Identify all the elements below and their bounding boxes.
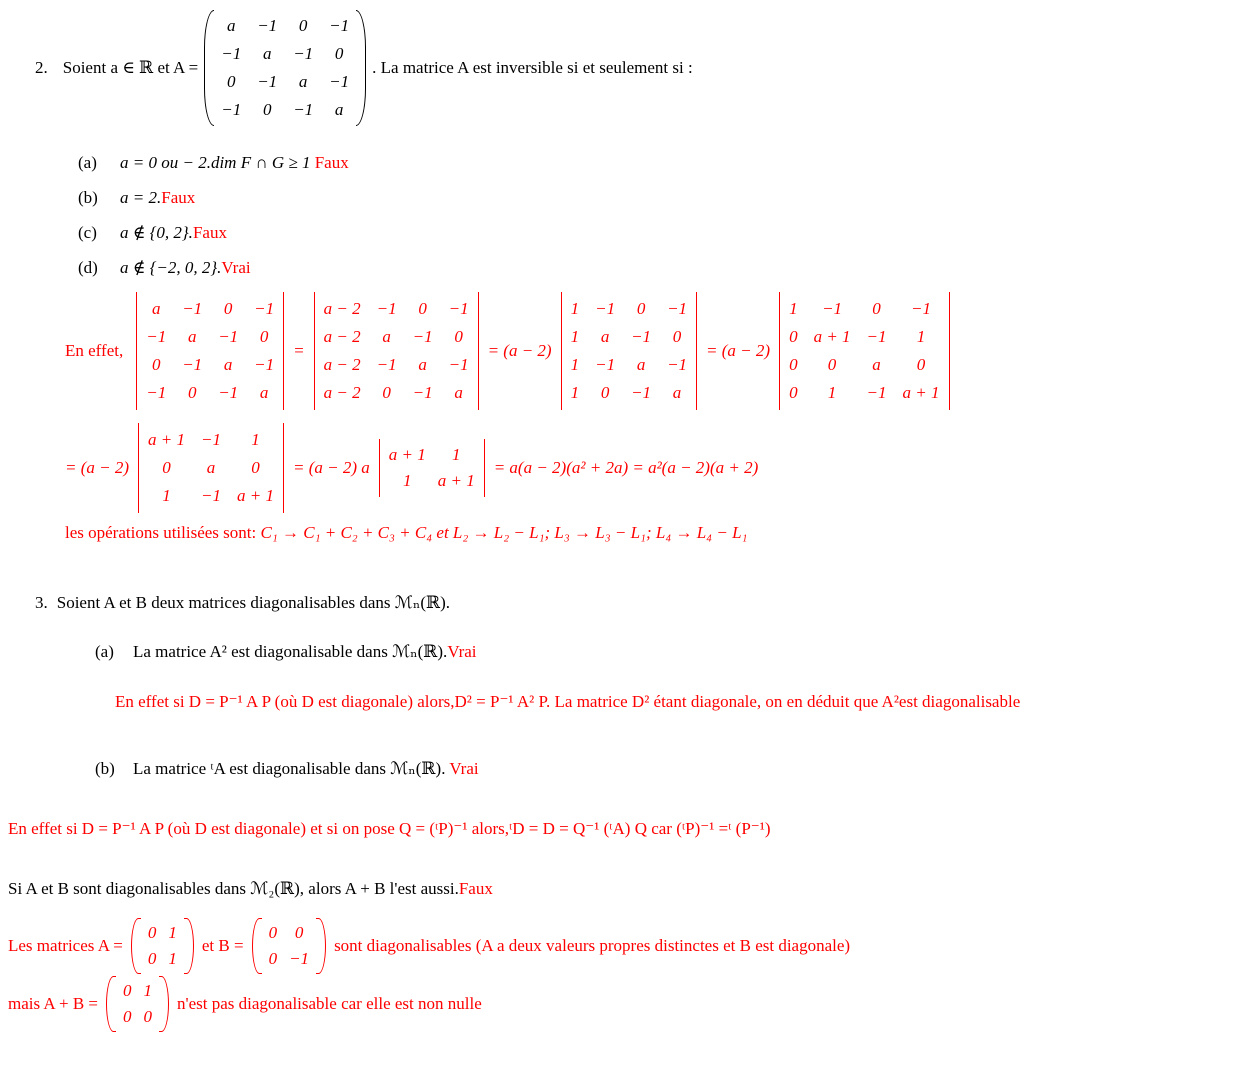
option-3a bbox=[95, 641, 1239, 663]
option-c-verdict: Faux bbox=[192, 223, 227, 242]
option-3b bbox=[95, 758, 1239, 780]
determinant-after-C1-entries: a − 2 −1 0 −1 a − 2 a −1 0 a − 2 −1 a −1 a − 2 0 −1 a bbox=[314, 292, 479, 410]
matrix-A-plus-B bbox=[106, 976, 169, 1032]
counterexample-line-2 bbox=[8, 976, 1239, 1032]
determinant-after-C1 bbox=[314, 292, 479, 410]
option-a-label: (a) bbox=[78, 153, 97, 172]
option-b-label: (b) bbox=[78, 188, 98, 207]
option-c-text: a ∉ {0, 2}. bbox=[120, 223, 193, 242]
statement-lead: Soient a ∈ ℝ et A = bbox=[62, 58, 199, 77]
determinant-line-2 bbox=[65, 423, 1239, 513]
determinant-proof bbox=[65, 292, 1239, 544]
equals-1: = bbox=[293, 341, 305, 360]
option-a-verdict: Faux bbox=[314, 153, 349, 172]
left-paren bbox=[131, 918, 141, 974]
exercise-3-statement bbox=[0, 592, 1239, 614]
matrix-B-2x2 bbox=[252, 918, 326, 974]
operations-note bbox=[65, 522, 1239, 544]
statement-text: Si A et B sont diagonalisables dans ℳ₂(ℝ), alors A + B l'est aussi. bbox=[8, 879, 459, 898]
option-c bbox=[78, 222, 1239, 244]
final-factorization: = a(a − 2)(a² + 2a) = a²(a − 2)(a + 2) bbox=[493, 458, 759, 477]
counterexample-mid: et B = bbox=[201, 936, 244, 955]
answer-options-list bbox=[78, 152, 1239, 279]
statement-tail: . La matrice A est inversible si et seulement si : bbox=[372, 58, 693, 77]
counterexample-tail: sont diagonalisables (A a deux valeurs propres distinctes et B est diagonale) bbox=[334, 936, 851, 955]
matrix-A-plus-B-entries: 0 1 0 0 bbox=[123, 981, 153, 1026]
option-d-verdict: Vrai bbox=[221, 258, 251, 277]
counterexample-line-1 bbox=[8, 918, 1239, 974]
determinant-factored bbox=[561, 292, 697, 410]
matrix-A bbox=[204, 10, 366, 126]
factor-a-minus-2-a: = (a − 2) a bbox=[292, 458, 370, 477]
operations-label: les opérations utilisées sont: bbox=[65, 523, 261, 542]
exercise-3-text: Soient A et B deux matrices diagonalisables dans ℳₙ(ℝ). bbox=[56, 593, 451, 612]
statement-sum-diagonalizable bbox=[8, 878, 1239, 900]
explanation-3b: En effet si D = P⁻¹ A P (où D est diagonale) et si on pose Q = (ᵗP)⁻¹ alors,ᵗD = D = Q⁻¹ (ᵗA) Q car (ᵗP)⁻¹ =ᵗ (P⁻¹) bbox=[8, 819, 771, 838]
determinant-A-entries: a −1 0 −1 −1 a −1 0 0 −1 a −1 −1 0 −1 a bbox=[136, 292, 284, 410]
left-paren bbox=[252, 918, 262, 974]
right-paren bbox=[184, 918, 194, 974]
matrix-A-2x2-entries: 0 1 0 1 bbox=[147, 923, 177, 968]
option-3a-verdict: Vrai bbox=[447, 642, 477, 661]
proof-lead: En effet, bbox=[65, 341, 124, 360]
determinant-3x3-entries: a + 1 −1 1 0 a 0 1 −1 a + 1 bbox=[138, 423, 284, 513]
factor-a-minus-2-second: = (a − 2) bbox=[706, 341, 771, 360]
left-paren bbox=[204, 10, 214, 126]
counterexample-lead: Les matrices A = bbox=[8, 936, 123, 955]
statement-verdict: Faux bbox=[458, 879, 493, 898]
counterexample-tail-2: n'est pas diagonalisable car elle est non nulle bbox=[177, 994, 482, 1013]
determinant-2x2 bbox=[379, 439, 485, 497]
determinant-2x2-entries: a + 1 1 1 a + 1 bbox=[379, 439, 485, 497]
option-d-text: a ∉ {−2, 0, 2}. bbox=[120, 258, 222, 277]
option-a bbox=[78, 152, 1239, 174]
option-3b-text: La matrice ᵗA est diagonalisable dans ℳₙ(ℝ). bbox=[133, 759, 450, 778]
right-paren bbox=[316, 918, 326, 974]
exercise-2-number: 2. bbox=[35, 58, 48, 77]
exercise-2-statement bbox=[0, 0, 1239, 126]
right-paren bbox=[356, 10, 366, 126]
option-b-text: a = 2. bbox=[120, 188, 162, 207]
factor-a-minus-2-first: = (a − 2) bbox=[487, 341, 552, 360]
left-paren bbox=[106, 976, 116, 1032]
option-d bbox=[78, 257, 1239, 279]
option-3b-label: (b) bbox=[95, 759, 115, 778]
exercise-3 bbox=[0, 592, 1239, 1032]
matrix-A-entries: a −1 0 −1 −1 a −1 0 0 −1 a −1 −1 0 −1 a bbox=[221, 16, 350, 119]
option-d-label: (d) bbox=[78, 258, 98, 277]
explanation-3a: En effet si D = P⁻¹ A P (où D est diagonale) alors,D² = P⁻¹ A² P. La matrice D² étant diagonale, on en déduit que A²est diagonalisable bbox=[115, 692, 1021, 711]
option-a-text: a = 0 ou − 2.dim F ∩ G ≥ 1 bbox=[120, 153, 315, 172]
determinant-row-reduced-entries: 1 −1 0 −1 0 a + 1 −1 1 0 0 a 0 0 1 −1 a + 1 bbox=[779, 292, 949, 410]
option-3a-text: La matrice A² est diagonalisable dans ℳₙ(ℝ). bbox=[133, 642, 448, 661]
matrix-B-2x2-entries: 0 0 0 −1 bbox=[268, 923, 310, 968]
determinant-line-1 bbox=[65, 292, 1239, 410]
determinant-row-reduced bbox=[779, 292, 949, 410]
option-3a-label: (a) bbox=[95, 642, 114, 661]
counterexample-lead-2: mais A + B = bbox=[8, 994, 99, 1013]
option-c-label: (c) bbox=[78, 223, 97, 242]
right-paren bbox=[159, 976, 169, 1032]
determinant-factored-entries: 1 −1 0 −1 1 a −1 0 1 −1 a −1 1 0 −1 a bbox=[561, 292, 697, 410]
exercise-3-number: 3. bbox=[35, 593, 48, 612]
determinant-A bbox=[136, 292, 284, 410]
option-3b-verdict: Vrai bbox=[449, 759, 479, 778]
determinant-3x3 bbox=[138, 423, 284, 513]
option-b bbox=[78, 187, 1239, 209]
factor-a-minus-2-third: = (a − 2) bbox=[65, 458, 130, 477]
operations-formula: C₁ → C₁ + C₂ + C₃ + C₄ et L₂ → L₂ − L₁; L₃ → L₃ − L₁; L₄ → L₄ − L₁ bbox=[260, 523, 748, 542]
option-b-verdict: Faux bbox=[161, 188, 196, 207]
matrix-A-2x2 bbox=[131, 918, 194, 974]
